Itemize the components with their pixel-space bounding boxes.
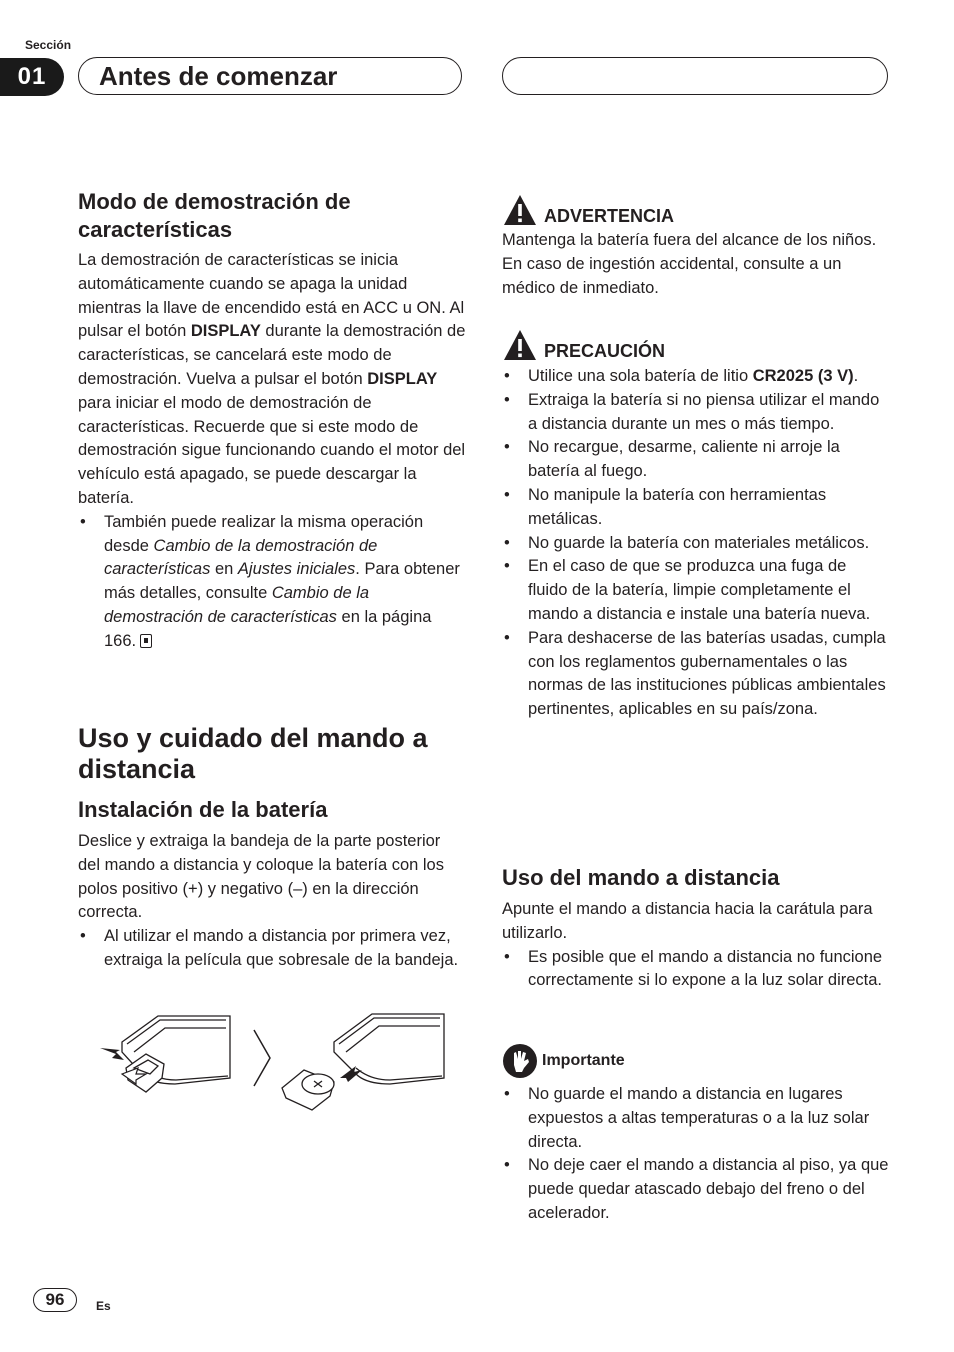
list-item bbox=[502, 436, 890, 484]
list-item bbox=[78, 511, 466, 654]
bold-text: DISPLAY bbox=[367, 369, 438, 388]
list-item bbox=[502, 389, 890, 437]
header-empty-pill bbox=[502, 57, 888, 95]
italic-text: Ajustes iniciales bbox=[237, 560, 356, 579]
warning-text: Mantenga la batería fuera del alcance de los niños. En caso de ingestión accidental, consulte a un médico de inmediato. bbox=[502, 231, 877, 297]
list-item bbox=[502, 365, 890, 389]
text-run: en la página 166. bbox=[104, 607, 432, 650]
remote-heading: Uso y cuidado del mando a distancia bbox=[78, 723, 428, 784]
caution-block bbox=[502, 328, 890, 722]
demo-bullet-text bbox=[104, 513, 460, 650]
text-run: No recargue, desarme, caliente ni arroje la batería al fuego. bbox=[528, 438, 840, 481]
demo-heading: Modo de demostración de características bbox=[78, 189, 351, 242]
battery-heading: Instalación de la batería bbox=[78, 797, 328, 822]
next-step-arrow-icon bbox=[254, 1030, 270, 1086]
demo-section bbox=[78, 249, 466, 654]
text-run: . bbox=[853, 367, 859, 385]
italic-text: Cambio de la demostración de características bbox=[104, 584, 370, 626]
list-item: • No guarde el mando a distancia en lugares expuestos a altas temperaturas o a la luz solar directa. bbox=[502, 1083, 890, 1154]
text-run: También puede realizar la misma operación desde bbox=[104, 512, 424, 555]
caution-list bbox=[502, 365, 890, 722]
warning-triangle-icon bbox=[502, 328, 538, 362]
bold-text: CR2025 (3 V) bbox=[752, 367, 854, 385]
text-run: en bbox=[210, 560, 238, 579]
use-heading: Uso del mando a distancia bbox=[502, 865, 780, 890]
list-item: • Al utilizar el mando a distancia por primera vez, extraiga la película que sobresale de la bandeja. bbox=[78, 925, 466, 973]
important-title: Importante bbox=[542, 1052, 625, 1069]
important-hand-icon bbox=[502, 1043, 538, 1079]
text-run: Para deshacerse de las baterías usadas, cumpla con los reglamentos gubernamentales o las normas de las instituciones públicas ambientales pertinentes, aplicables en su país/zona. bbox=[528, 628, 886, 719]
important-block bbox=[502, 1043, 890, 1226]
list-item bbox=[502, 627, 890, 722]
list-item: • Es posible que el mando a distancia no funcione correctamente si lo expone a la luz solar directa. bbox=[502, 946, 890, 994]
battery-paragraph: Deslice y extraiga la bandeja de la parte posterior del mando a distancia y coloque la batería con los polos positivo (+) y negativo (–) en la dirección correcta. bbox=[78, 832, 444, 922]
list-item bbox=[502, 532, 890, 556]
page-number: 96 bbox=[33, 1288, 77, 1312]
text-run: Utilice una sola batería de litio bbox=[528, 367, 753, 385]
use-paragraph: Apunte el mando a distancia hacia la carátula para utilizarlo. bbox=[502, 900, 873, 942]
important-list bbox=[502, 1083, 890, 1226]
italic-text: Cambio de la demostración de características bbox=[104, 536, 378, 579]
warning-block bbox=[502, 193, 890, 300]
text-run: En el caso de que se produzca una fuga de fluido de la batería, limpie completamente el mando a distancia e instale una batería nueva. bbox=[528, 557, 871, 623]
text-run: No manipule la batería con herramientas metálicas. bbox=[528, 485, 827, 528]
warning-triangle-icon bbox=[502, 193, 538, 227]
demo-paragraph bbox=[78, 249, 466, 511]
text-run: durante la demostración de características, se cancelará este modo de demostración. Vuelva a pulsar el botón bbox=[78, 322, 466, 388]
section-label: Sección bbox=[25, 38, 72, 52]
caution-title: PRECAUCIÓN bbox=[544, 341, 666, 361]
language-code: Es bbox=[96, 1299, 111, 1313]
end-of-section-icon bbox=[140, 634, 152, 648]
text-run: Extraiga la batería si no piensa utilizar el mando a distancia durante un mes o más tiempo. bbox=[528, 390, 880, 433]
list-item: • No deje caer el mando a distancia al piso, ya que puede quedar atascado debajo del freno o del acelerador. bbox=[502, 1154, 890, 1225]
battery-installation-illustration bbox=[90, 1008, 450, 1112]
list-item bbox=[502, 484, 890, 532]
list-item bbox=[502, 555, 890, 626]
text-run: . Para obtener más detalles, consulte bbox=[104, 560, 460, 603]
text-run: La demostración de características se inicia automáticamente cuando se apaga la unidad mientras la llave de encendido está en ACC u ON. Al pulsar el botón bbox=[78, 251, 465, 341]
bold-text: DISPLAY bbox=[190, 322, 261, 341]
warning-title: ADVERTENCIA bbox=[544, 206, 675, 226]
use-section bbox=[502, 898, 890, 993]
battery-section bbox=[78, 830, 466, 973]
text-run: para iniciar el modo de demostración de características. Recuerde que si este modo de demostración sigue funcionando cuando el motor del vehículo está apagado, se puede descargar la batería. bbox=[78, 393, 466, 507]
section-title: Antes de comenzar bbox=[78, 57, 462, 95]
text-run: No guarde la batería con materiales metálicos. bbox=[528, 533, 870, 552]
section-number-badge: 01 bbox=[0, 58, 64, 96]
